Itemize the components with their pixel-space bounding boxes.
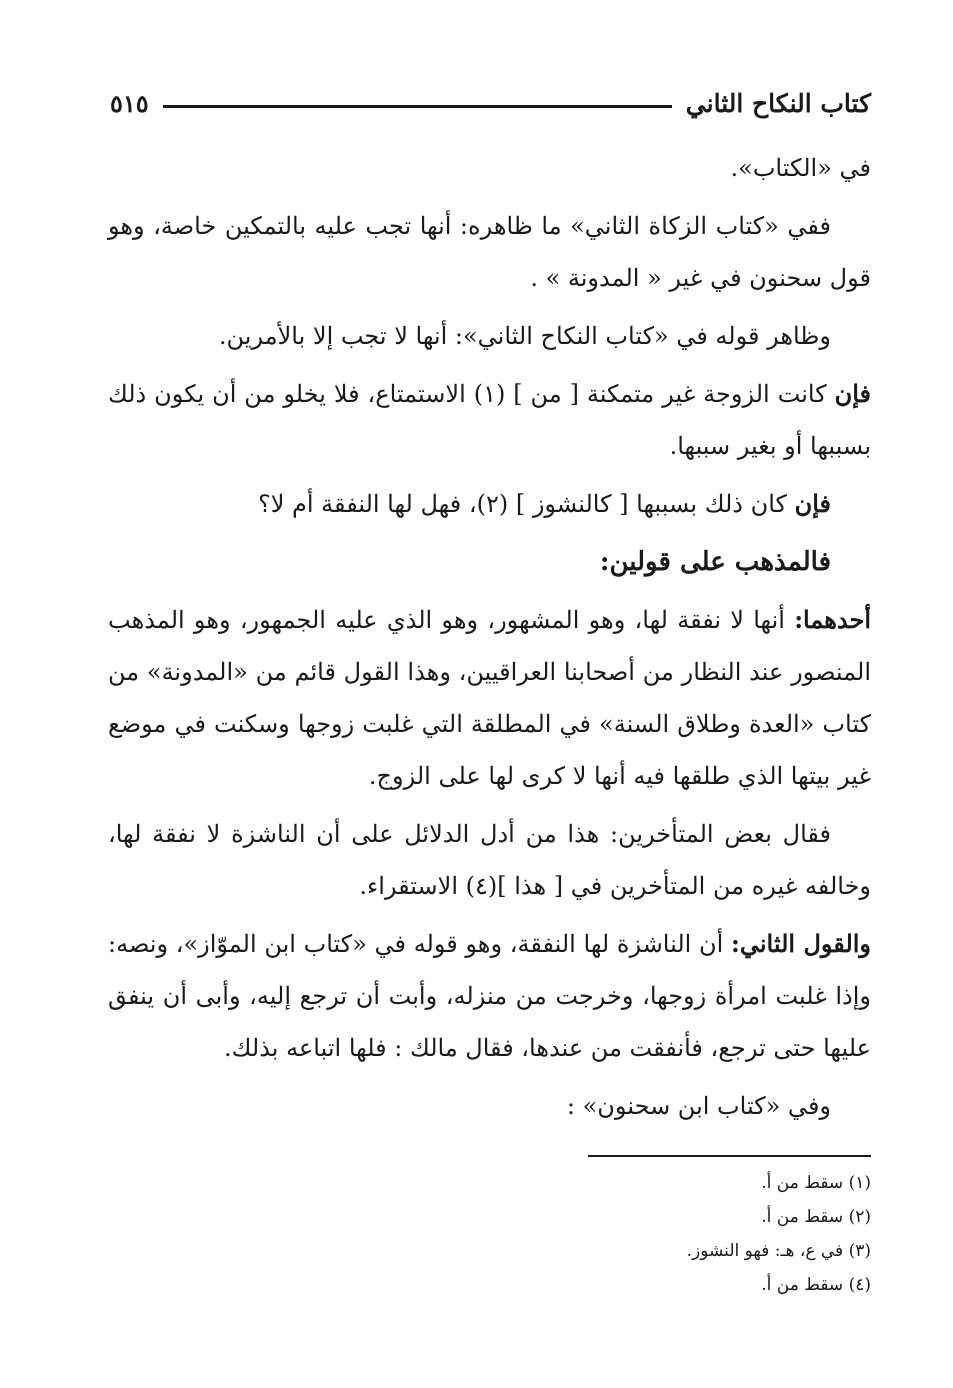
paragraph-text: وظاهر قوله في «كتاب النكاح الثاني»: أنها لا تجب إلا بالأمرين. <box>218 322 831 350</box>
section-heading <box>108 536 871 588</box>
running-header <box>110 78 871 128</box>
paragraph <box>108 478 871 530</box>
paragraph-lead: والقول الثاني: <box>730 929 872 958</box>
paragraph-lead: فالمذهب على قولين: <box>599 547 831 577</box>
footnote: (٤) سقط من أ. <box>761 1275 871 1295</box>
footnote: (٢) سقط من أ. <box>761 1207 871 1227</box>
paragraph <box>108 200 871 304</box>
paragraph <box>108 310 871 362</box>
footnote: (١) سقط من أ. <box>761 1173 871 1193</box>
paragraph <box>108 594 871 802</box>
paragraph-text: وفي «كتاب ابن سحنون» : <box>566 1092 831 1120</box>
page-number: ٥١٥ <box>110 88 149 118</box>
paragraph-text: في «الكتاب». <box>730 154 871 182</box>
paragraph-text: فقال بعض المتأخرين: هذا من أدل الدلائل على أن الناشزة لا نفقة لها، وخالفه غيره من المتأخرين في [ هذا ](٤) الاستقراء. <box>108 820 871 900</box>
paragraph-text: كان ذلك بسببها [ كالنشوز ] (٢)، فهل لها النفقة أم لا؟ <box>257 490 795 518</box>
main-text <box>108 142 871 1138</box>
paragraph-text: أن الناشزة لها النفقة، وهو قوله في «كتاب ابن الموّاز»، ونصه: وإذا غلبت امرأة زوجها، وخرجت من منزله، وأبت أن ترجع إليه، وأبى أن ينفق عليها حتى ترجع، فأنفقت من عندها، فقال مالك : فلها اتباعه بذلك. <box>108 930 871 1062</box>
paragraph-lead: فإن <box>834 379 871 408</box>
paragraph <box>108 368 871 472</box>
paragraph <box>108 1080 871 1132</box>
header-rule <box>163 105 672 108</box>
header-title: كتاب النكاح الثاني <box>685 88 871 118</box>
paragraph-lead: أحدهما: <box>794 605 871 634</box>
footnotes <box>500 1166 871 1302</box>
footnote: (٣) في ع، هـ: فهو النشوز. <box>686 1241 871 1261</box>
footnote-divider <box>588 1155 871 1157</box>
paragraph-text: أنها لا نفقة لها، وهو المشهور، وهو الذي عليه الجمهور، وهو المذهب المنصور عند النظار من أصحابنا العراقيين، وهذا القول قائم من «المدونة» من كتاب «العدة وطلاق السنة» في المطلقة التي غلبت زوجها وسكنت في موضع غير بيتها الذي طلقها فيه أنها لا كرى لها على الزوج. <box>108 606 871 790</box>
paragraph <box>108 918 871 1074</box>
paragraph-text: ففي «كتاب الزكاة الثاني» ما ظاهره: أنها تجب عليه بالتمكين خاصة، وهو قول سحنون في غير « المدونة » . <box>108 212 871 292</box>
paragraph-lead: فإن <box>794 489 831 518</box>
paragraph <box>108 808 871 912</box>
paragraph <box>108 142 871 194</box>
paragraph-text: كانت الزوجة غير متمكنة [ من ] (١) الاستمتاع، فلا يخلو من أن يكون ذلك بسببها أو بغير سببها. <box>108 380 871 460</box>
